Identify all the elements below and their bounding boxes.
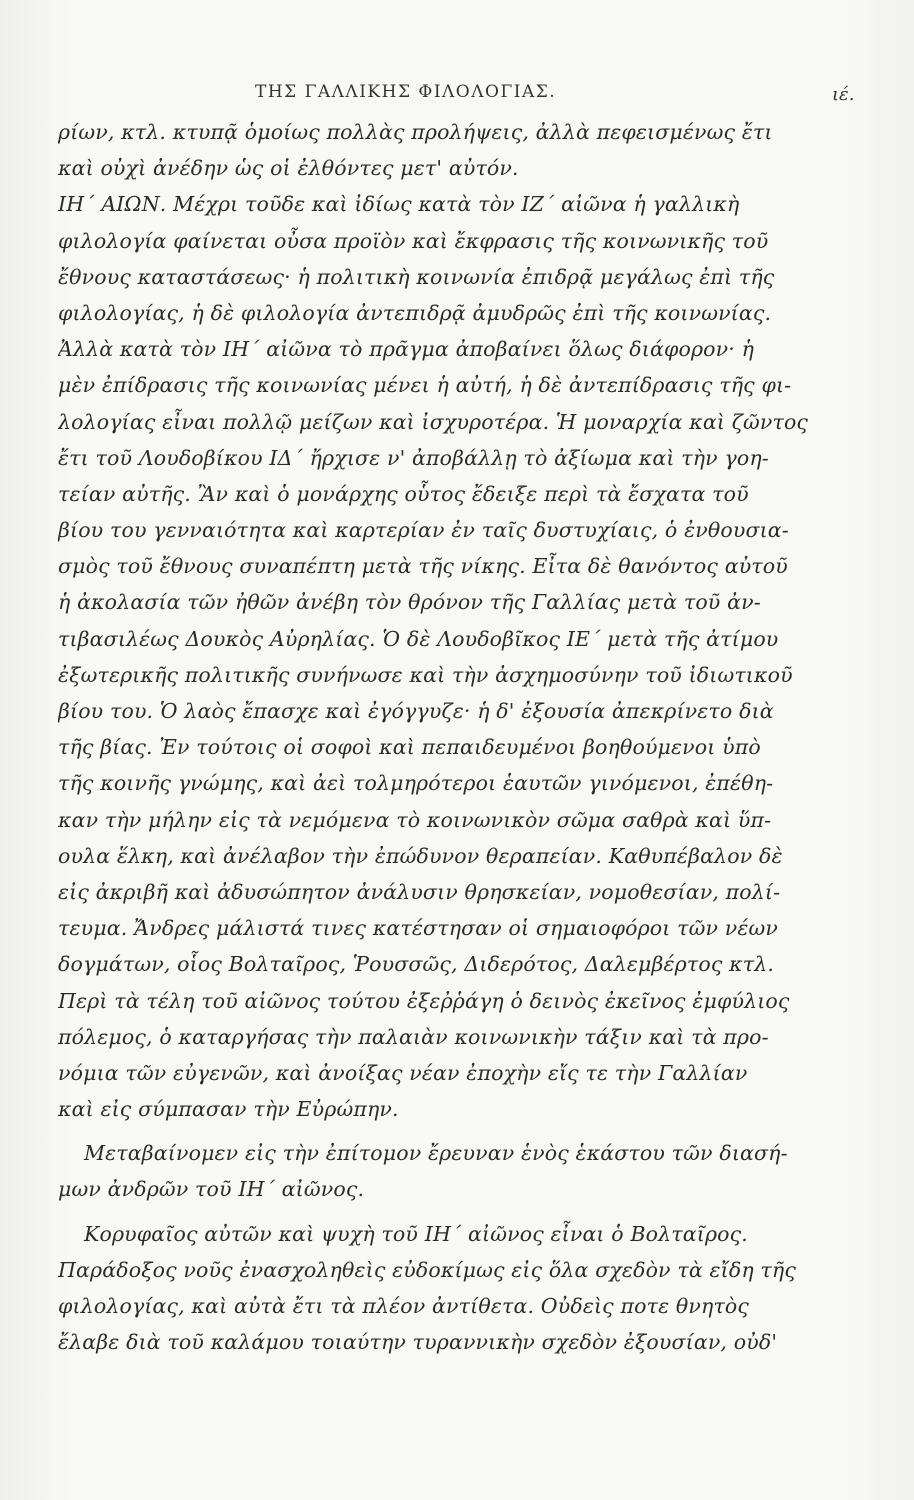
text-line: φιλολογία φαίνεται οὖσα προϊὸν καὶ ἔκφρασις τῆς κοινωνικῆς τοῦ <box>58 228 769 253</box>
text-line: λολογίας εἶναι πολλῷ μείζων καὶ ἰσχυροτέρα. Ἡ μοναρχία καὶ ζῶντος <box>58 409 809 434</box>
text-line: βίου του. Ὁ λαὸς ἔπασχε καὶ ἐγόγγυζε· ἡ δ' ἐξουσία ἀπεκρίνετο διὰ <box>58 699 774 723</box>
text-line: καὶ εἰς σύμπασαν τὴν Εὐρώπην. <box>58 1097 399 1122</box>
text-line: πόλεμος, ὁ καταργήσας τὴν παλαιὰν κοινωνικὴν τάξιν καὶ τὰ προ- <box>58 1024 769 1049</box>
text-line: ἔτι τοῦ Λουδοβίκου ΙΔ΄ ἤρχισε ν' ἀποβάλλῃ τὸ ἀξίωμα καὶ τὴν γοη- <box>58 445 769 470</box>
text-line: Περὶ τὰ τέλη τοῦ αἰῶνος τούτου ἐξεῤῥάγη ὁ δεινὸς ἐκεῖνος ἐμφύλιος <box>58 988 790 1013</box>
text-line: ρίων, κτλ. κτυπᾷ ὁμοίως πολλὰς προλήψεις, ἀλλὰ πεφεισμένως ἔτι <box>58 120 773 144</box>
text-line: καν τὴν μήλην εἰς τὰ νεμόμενα τὸ κοινωνικὸν σῶμα σαθρὰ καὶ ὕπ- <box>58 807 772 832</box>
text-line: ΙΗ΄ ΑΙΩΝ. Μέχρι τοῦδε καὶ ἰδίως κατὰ τὸν ΙΖ΄ αἰῶνα ἡ γαλλικὴ <box>58 192 740 217</box>
text-line: μων ἀνδρῶν τοῦ ΙΗ΄ αἰῶνος. <box>58 1177 365 1202</box>
text-line: τιβασιλέως Δουκὸς Αὐρηλίας. Ὁ δὲ Λουδοβῖκος ΙΕ΄ μετὰ τῆς ἀτίμου <box>58 626 779 651</box>
text-line: φιλολογίας, ἡ δὲ φιλολογία ἀντεπιδρᾷ ἀμυδρῶς ἐπὶ τῆς κοινωνίας. <box>58 300 772 325</box>
text-line: ἔθνους καταστάσεως· ἡ πολιτικὴ κοινωνία ἐπιδρᾷ μεγάλως ἐπὶ τῆς <box>58 264 775 289</box>
text-line: ἔλαβε διὰ τοῦ καλάμου τοιαύτην τυραννικὴν σχεδὸν ἐξουσίαν, οὐδ' <box>58 1330 778 1355</box>
text-line: σμὸς τοῦ ἔθνους συναπέπτη μετὰ τῆς νίκης. Εἶτα δὲ θανόντος αὐτοῦ <box>58 554 788 579</box>
text-line: δογμάτων, οἷος Βολταῖρος, Ῥουσσῶς, Διδερότος, Δαλεμβέρτος κτλ. <box>58 952 775 977</box>
text-line: Μεταβαίνομεν εἰς τὴν ἐπίτομον ἔρευναν ἑνὸς ἑκάστου τῶν διασή- <box>84 1141 788 1166</box>
text-line: τείαν αὐτῆς. Ἂν καὶ ὁ μονάρχης οὗτος ἔδειξε περὶ τὰ ἔσχατα τοῦ <box>58 481 749 506</box>
text-line: ἐξωτερικῆς πολιτικῆς συνήνωσε καὶ τὴν ἀσχημοσύνην τοῦ ἰδιωτικοῦ <box>58 662 793 687</box>
text-line: φιλολογίας, καὶ αὐτὰ ἔτι τὰ πλέον ἀντίθετα. Οὐδεὶς ποτε θνητὸς <box>58 1294 750 1318</box>
running-title: ΤΗΣ ΓΑΛΛΙΚΗΣ ΦΙΛΟΛΟΓΙΑΣ. <box>255 82 557 102</box>
text-line: Ἀλλὰ κατὰ τὸν ΙΗ΄ αἰῶνα τὸ πρᾶγμα ἀποβαίνει ὅλως διάφορον· ἡ <box>58 337 755 362</box>
body-text <box>58 114 848 1360</box>
text-line: ουλα ἕλκη, καὶ ἀνέλαβον τὴν ἐπώδυνον θεραπείαν. Καθυπέβαλον δὲ <box>58 843 783 868</box>
text-line: ἡ ἀκολασία τῶν ἠθῶν ἀνέβη τὸν θρόνον τῆς Γαλλίας μετὰ τοῦ ἀν- <box>58 590 761 615</box>
text-line: τῆς βίας. Ἐν τούτοις οἱ σοφοὶ καὶ πεπαιδευμένοι βοηθούμενοι ὑπὸ <box>58 735 761 760</box>
text-line: καὶ οὐχὶ ἀνέδην ὡς οἱ ἐλθόντες μετ' αὐτόν. <box>58 156 519 181</box>
text-line: τευμα. Ἄνδρες μάλιστά τινες κατέστησαν οἱ σημαιοφόροι τῶν νέων <box>58 916 779 941</box>
text-line: εἰς ἀκριβῆ καὶ ἀδυσώπητον ἀνάλυσιν θρησκείαν, νομοθεσίαν, πολί- <box>58 879 781 904</box>
running-header <box>0 82 914 112</box>
page-number: ιέ. <box>832 84 855 105</box>
text-line: Κορυφαῖος αὐτῶν καὶ ψυχὴ τοῦ ΙΗ΄ αἰῶνος εἶναι ὁ Βολταῖρος. <box>84 1221 748 1246</box>
text-line: βίου του γενναιότητα καὶ καρτερίαν ἐν ταῖς δυστυχίαις, ὁ ἐνθουσια- <box>58 518 789 543</box>
text-line: τῆς κοινῆς γνώμης, καὶ ἀεὶ τολμηρότεροι ἑαυτῶν γινόμενοι, ἐπέθη- <box>58 771 774 796</box>
text-line: Παράδοξος νοῦς ἐνασχοληθεὶς εὐδοκίμως εἰς ὅλα σχεδὸν τὰ εἴδη τῆς <box>58 1257 796 1282</box>
text-line: μὲν ἐπίδρασις τῆς κοινωνίας μένει ἡ αὐτή, ἡ δὲ ἀντεπίδρασις τῆς φι- <box>58 373 792 398</box>
text-line: νόμια τῶν εὐγενῶν, καὶ ἀνοίξας νέαν ἐποχὴν εἴς τε τὴν Γαλλίαν <box>58 1060 748 1085</box>
